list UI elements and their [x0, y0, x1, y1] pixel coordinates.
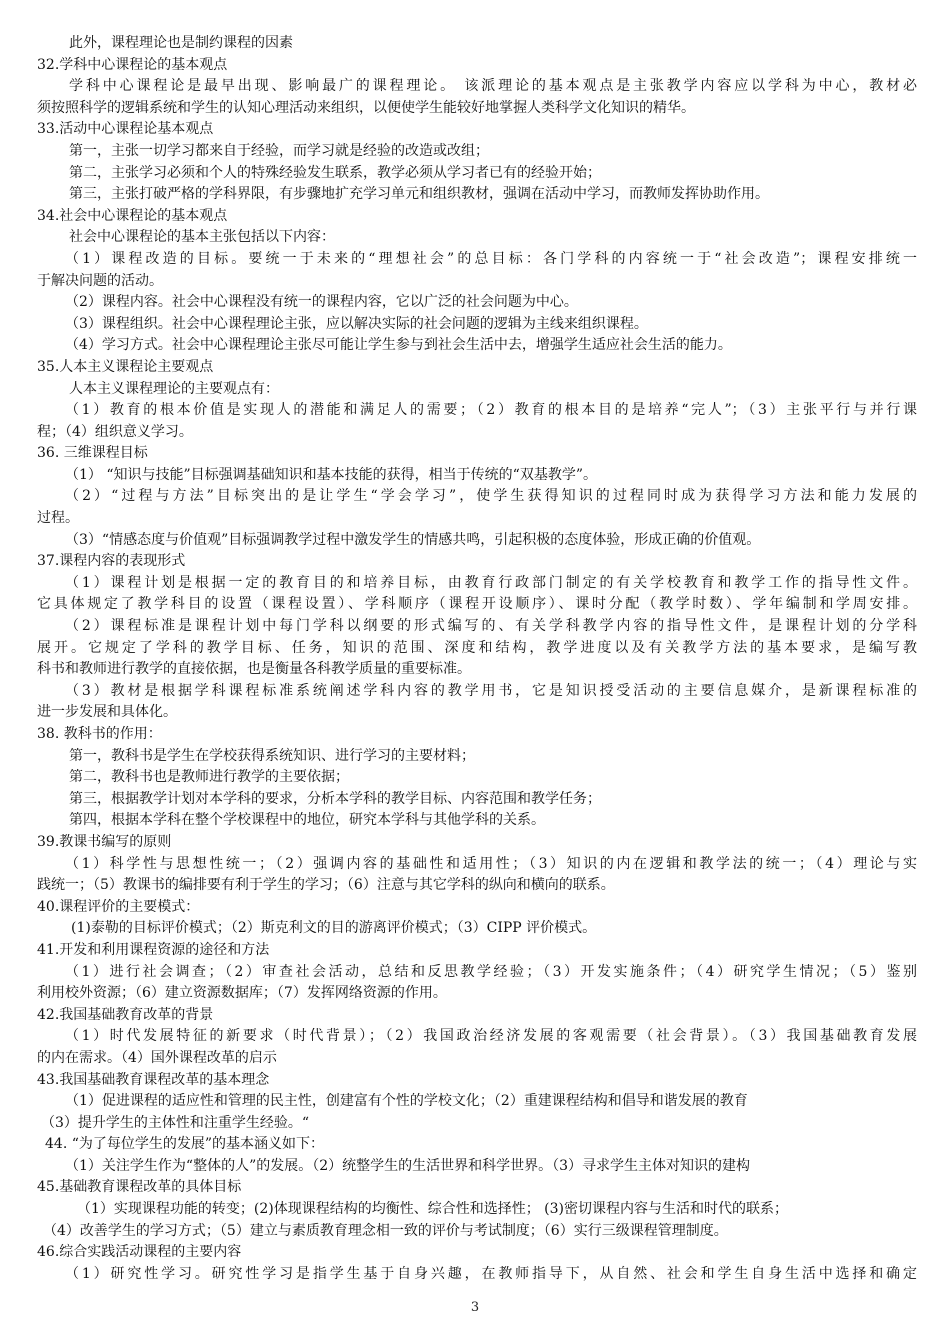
- section-heading: 41.开发和利用课程资源的途径和方法: [37, 941, 270, 958]
- text-line: 学科中心课程论是最早出现、影响最广的课程理论。 该派理论的基本观点是主张教学内容应以学科为中心，教材必: [69, 78, 917, 95]
- section-heading: 34.社会中心课程论的基本观点: [37, 207, 228, 224]
- text-line: 程；（4）组织意义学习。: [37, 423, 193, 440]
- text-line: 人本主义课程理论的主要观点有：: [69, 380, 279, 397]
- section-heading: 37.课程内容的表现形式: [37, 553, 186, 570]
- text-line: 第二，主张学习必须和个人的特殊经验发生联系，教学必须从学习者已有的经验开始；: [69, 164, 601, 181]
- section-heading: 38. 教科书的作用：: [37, 726, 162, 742]
- text-line: （4）改善学生的学习方式；（5）建立与素质教育理念相一致的评价与考试制度；（6）实行三级课程管理制度。: [43, 1222, 728, 1239]
- text-line: （3）提升学生的主体性和注重学生经验。“: [41, 1114, 310, 1131]
- text-line: （1）关注学生作为“整体的人”的发展。（2）统整学生的生活世界和科学世界。（3）寻求学生主体对知识的建构: [65, 1157, 751, 1174]
- text-line: 此外，课程理论也是制约课程的因素: [69, 35, 293, 51]
- section-heading: 45.基础教育课程改革的具体目标: [37, 1179, 242, 1196]
- text-line: （1）时代发展特征的新要求（时代背景）；（2）我国政治经济发展的客观需要（社会背景）。（3）我国基础教育发展: [65, 1028, 917, 1045]
- text-line: （2）“过程与方法”目标突出的是让学生“学会学习”，使学生获得知识的过程同时成为获得学习方法和能力发展的: [65, 488, 917, 505]
- text-line: 利用校外资源；（6）建立资源数据库；（7）发挥网络资源的作用。: [37, 985, 447, 1002]
- text-line: （3）课程组织。社会中心课程理论主张，应以解决实际的社会问题的逻辑为主线来组织课程。: [65, 315, 648, 332]
- text-line: （1）促进课程的适应性和管理的民主性，创建富有个性的学校文化；（2）重建课程结构和倡导和谐发展的教育: [65, 1093, 748, 1110]
- text-line: 第一，主张一切学习都来自于经验，而学习就是经验的改造或改组；: [69, 142, 489, 159]
- section-heading: 33.活动中心课程论基本观点: [37, 121, 214, 138]
- text-line: 第三，根据教学计划对本学科的要求，分析本学科的教学目标、内容范围和教学任务；: [69, 790, 601, 807]
- text-line: 的内在需求。（4）国外课程改革的启示: [37, 1049, 277, 1066]
- text-line: 科书和教师进行教学的直接依据，也是衡量各科教学质量的重要标准。: [37, 661, 471, 678]
- text-line: 第二，教科书也是教师进行教学的主要依据；: [69, 769, 349, 786]
- text-line: （1）科学性与思想性统一；（2）强调内容的基础性和适用性；（3）知识的内在逻辑和教学法的统一；（4）理论与实: [65, 855, 917, 872]
- section-heading: 32.学科中心课程论的基本观点: [37, 56, 228, 73]
- text-line: 过程。: [37, 510, 79, 527]
- text-line: （1）课程计划是根据一定的教育目的和培养目标，由教育行政部门制定的有关学校教育和教学工作的指导性文件。: [65, 574, 917, 591]
- section-heading: 44. “为了每位学生的发展”的基本涵义如下：: [45, 1136, 325, 1153]
- text-line: （1）进行社会调查；（2）审查社会活动，总结和反思教学经验；（3）开发实施条件；（4）研究学生情况；（5）鉴别: [65, 963, 917, 980]
- text-line: 第一，教科书是学生在学校获得系统知识、进行学习的主要材料；: [69, 747, 475, 764]
- document-body: [37, 33, 917, 1285]
- text-line: 于解决问题的活动。: [37, 272, 163, 289]
- text-line: （1） “知识与技能”目标强调基础知识和基本技能的获得，相当于传统的“双基教学”。: [65, 466, 597, 483]
- text-line: （1）实现课程功能的转变；(2)体现课程结构的均衡性、综合性和选择性； (3)密切课程内容与生活和时代的联系；: [77, 1201, 789, 1218]
- text-line: （3）教材是根据学科课程标准系统阐述学科内容的教学用书，它是知识授受活动的主要信息媒介，是新课程标准的: [65, 682, 917, 699]
- section-heading: 35.人本主义课程论主要观点: [37, 358, 214, 375]
- section-heading: 40.课程评价的主要模式：: [37, 898, 200, 915]
- text-line: 须按照科学的逻辑系统和学生的认知心理活动来组织，以便使学生能较好地掌握人类科学文化知识的精华。: [37, 99, 695, 116]
- text-line: （2）课程标准是课程计划中每门学科以纲要的形式编写的、有关学科教学内容的指导性文件，是课程计划的分学科: [65, 618, 917, 635]
- text-line: 第四，根据本学科在整个学校课程中的地位，研究本学科与其他学科的关系。: [69, 812, 545, 829]
- text-line: 展开。它规定了学科的教学目标、任务，知识的范围、深度和结构，教学进度以及有关教学方法的基本要求，是编写教: [37, 639, 917, 656]
- text-line: 社会中心课程论的基本主张包括以下内容：: [69, 229, 335, 246]
- text-line: (1)泰勒的目标评价模式；（2）斯克利文的目的游离评价模式；（3）CIPP 评价模式。: [71, 920, 597, 937]
- text-line: 践统一；（5）教课书的编排要有利于学生的学习；（6）注意与其它学科的纵向和横向的联系。: [37, 877, 615, 894]
- text-line: （2）课程内容。社会中心课程没有统一的课程内容，它以广泛的社会问题为中心。: [65, 294, 578, 311]
- text-line: （4）学习方式。社会中心课程理论主张尽可能让学生参与到社会生活中去，增强学生适应社会生活的能力。: [65, 337, 732, 354]
- page-number: 3: [470, 1300, 480, 1315]
- text-line: （1）课程改造的目标。要统一于未来的“理想社会”的总目标：各门学科的内容统一于“社会改造”；课程安排统一: [65, 250, 917, 267]
- text-line: （1）教育的根本价值是实现人的潜能和满足人的需要；（2）教育的根本目的是培养“完人”；（3）主张平行与并行课: [65, 402, 917, 419]
- text-line: 它具体规定了教学科目的设置（课程设置）、学科顺序（课程开设顺序）、课时分配（教学时数）、学年编制和学周安排。: [37, 596, 917, 613]
- text-line: （3）“情感态度与价值观”目标强调教学过程中激发学生的情感共鸣，引起积极的态度体验，形成正确的价值观。: [65, 531, 761, 548]
- text-line: 第三，主张打破严格的学科界限，有步骤地扩充学习单元和组织教材，强调在活动中学习，而教师发挥协助作用。: [69, 186, 769, 203]
- text-line: 进一步发展和具体化。: [37, 704, 177, 721]
- section-heading: 43.我国基础教育课程改革的基本理念: [37, 1071, 270, 1088]
- section-heading: 36. 三维课程目标: [37, 445, 148, 462]
- section-heading: 39.教课书编写的原则: [37, 833, 172, 850]
- section-heading: 46.综合实践活动课程的主要内容: [37, 1244, 242, 1261]
- section-heading: 42.我国基础教育改革的背景: [37, 1006, 214, 1023]
- text-line: （1）研究性学习。研究性学习是指学生基于自身兴趣，在教师指导下，从自然、社会和学生自身生活中选择和确定: [65, 1265, 917, 1282]
